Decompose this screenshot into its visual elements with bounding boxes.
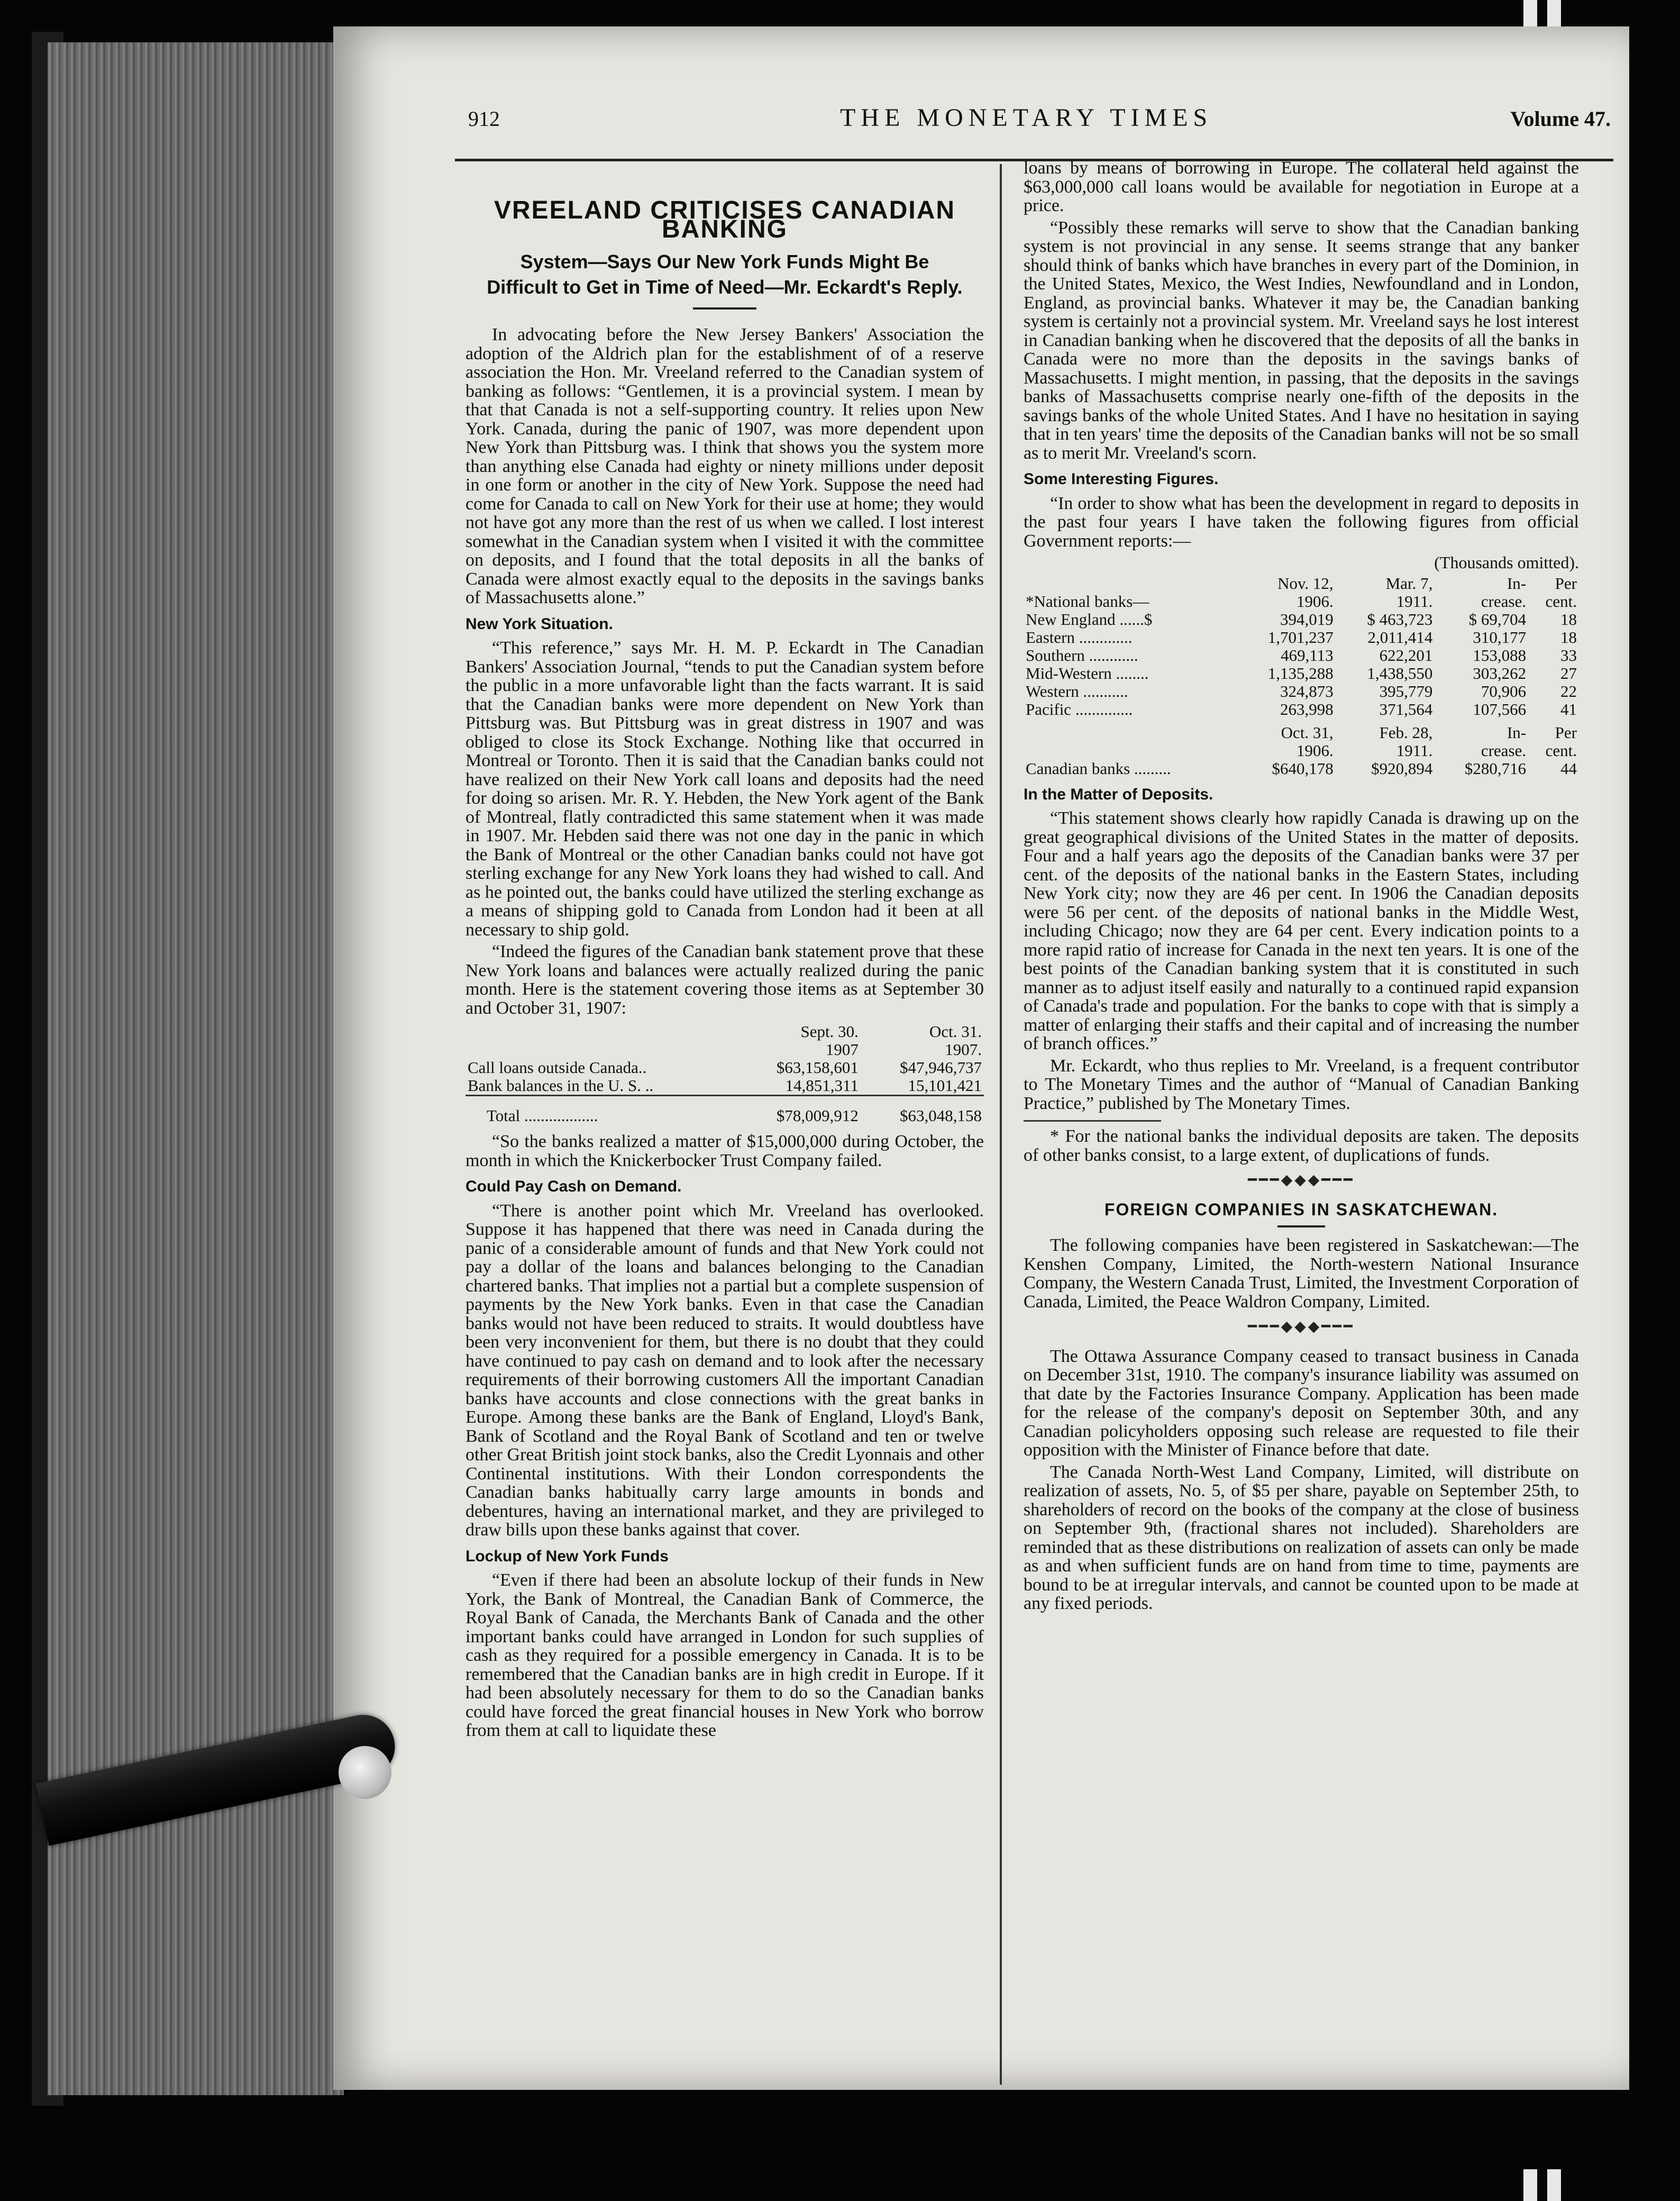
footnote: * For the national banks the individual deposits are taken. The deposits of other banks consist, to a large extent, of duplications of funds.	[1024, 1126, 1579, 1165]
table-row: Mid-Western ........ 1,135,288 1,438,550 303,262 27	[1026, 663, 1577, 683]
table-row: Bank balances in the U. S. .. 14,851,311 15,101,421	[468, 1076, 982, 1095]
journal-title: THE MONETARY TIMES	[840, 104, 1213, 132]
table-row: Pacific .............. 263,998 371,564 107,566 41	[1026, 699, 1577, 718]
paragraph: “Even if there had been an absolute lockup of their funds in New York, the Bank of Montreal, the Canadian Bank of Commerce, the Royal Bank of Canada, the Merchants Bank of Canada and the other important banks could have arranged in London for such supplies of cash as they required for a possible emergency in Canada. It is to be remembered that the Canadian banks are in high credit in Europe. If it had been absolutely necessary for them to do so the Canadian banks could have forced the great financial houses in New York who borrow from them at call to liquidate these	[465, 1570, 984, 1740]
paragraph: “Indeed the figures of the Canadian bank statement prove that these New York loans and balances were actually realized during the panic month. Here is the statement covering those items as at September 30 and October 31, 1907:	[465, 942, 984, 1018]
running-header	[468, 103, 1611, 140]
paragraph: “This statement shows clearly how rapidly Canada is drawing up on the great geographical divisions of the United States in the matter of deposits. Four and a half years ago the deposits of the Canadian banks were 37 per cent. of the deposits of the national banks in the Eastern States, including New York city; now they are 46 per cent. In 1906 the Canadian deposits were 56 per cent. of the deposits of national banks in the Middle West, including Chicago; now they are 64 per cent. Every indication points to a more rapid ratio of increase for Canada in the next ten years. It is one of the best points of the Canadian banking system that it is constituted in such manner as to adjust itself easily and naturally to a continued rapid expansion of Canada's trade and population. For the banks to cope with that is simply a matter of enlarging their staffs and their capital and of increasing the number of branch offices.”	[1024, 808, 1579, 1053]
pen-tip	[339, 1746, 391, 1799]
section-heading: Some Interesting Figures.	[1024, 470, 1219, 488]
table-col-head: Oct. 31.	[929, 1022, 982, 1041]
table-col-sub: 1907.	[945, 1040, 982, 1059]
journal-page	[333, 26, 1629, 2090]
table-row: Eastern ............. 1,701,237 2,011,414 310,177 18	[1026, 627, 1577, 647]
table-col-sub: 1907	[825, 1040, 859, 1059]
film-mark	[1547, 2169, 1561, 2201]
paragraph: “So the banks realized a matter of $15,000,000 during October, the month in which the Knickerbocker Trust Company failed.	[465, 1132, 984, 1170]
paragraph: The Canada North-West Land Company, Limited, will distribute on realization of assets, No. 5, of $5 per share, payable on September 25th, to shareholders of record on the books of the company at the close of business on September 9th, (fractional shares not included). Shareholders are reminded that as these distributions on realization of assets can only be made as and when sufficient funds are on hand from time to time, payments are bound to be at irregular intervals, and cannot be counted upon to be made at any fixed periods.	[1024, 1462, 1579, 1613]
table-header-row	[465, 1023, 984, 1041]
column-rule	[1000, 164, 1002, 2085]
table-rule	[465, 1096, 984, 1100]
table-col-head: Sept. 30.	[800, 1022, 859, 1041]
right-column	[1024, 159, 1579, 1616]
page-number: 912	[468, 107, 500, 131]
paragraph: “In order to show what has been the development in regard to deposits in the past four years I have taken the following figures from official Government reports:—	[1024, 493, 1579, 551]
table-note: (Thousands omitted).	[1434, 553, 1579, 572]
table-row: Canadian banks ......... $640,178 $920,894 $280,716 44	[1026, 759, 1577, 778]
left-column	[465, 196, 984, 1743]
paragraph: “Possibly these remarks will serve to show that the Canadian banking system is not provincial in any sense. It seems strange that any banker should think of banks which have branches in every part of the Dominion, in the United States, Mexico, the West Indies, Newfoundland and in London, England, as provincial banks. Whatever it may be, the Canadian banking system is certainly not a provincial system. Mr. Vreeland says he lost interest in Canadian banking when he discovered that the deposits of all the banks in Canada were no more than the deposits in the savings banks of Massachusetts. I might mention, in passing, that the deposits in the savings banks of Massachusetts comprise nearly one-fifth of the deposits in the savings banks of the whole United States. And I have no hesitation in saying that in ten years' time the deposits of the Canadian banks will not be so small as to merit Mr. Vreeland's scorn.	[1024, 217, 1579, 463]
film-mark	[1523, 2169, 1537, 2201]
section-heading: New York Situation.	[465, 615, 613, 633]
title-rule	[693, 307, 756, 310]
section-heading: Could Pay Cash on Demand.	[465, 1178, 682, 1195]
table-total-row: Total .................. $78,009,912 $63,048,158	[487, 1106, 982, 1125]
deposits-table	[1024, 575, 1579, 778]
table-row: New England ......$ 394,019 $ 463,723 $ 69,704 18	[1026, 610, 1577, 629]
section-heading: Lockup of New York Funds	[465, 1547, 669, 1565]
paragraph: Mr. Eckardt, who thus replies to Mr. Vreeland, is a frequent contributor to The Monetary Times and the author of “Manual of Canadian Banking Practice,” published by The Monetary Times.	[1024, 1056, 1579, 1113]
table-row: Southern ............ 469,113 622,201 153,088 33	[1026, 645, 1577, 665]
table-header-row: 1906. 1911. crease. cent.	[1296, 741, 1577, 760]
section-heading: In the Matter of Deposits.	[1024, 785, 1213, 803]
table-header-row	[465, 1041, 984, 1059]
call-loans-table	[465, 1023, 984, 1125]
article-subtitle: System—Says Our New York Funds Might Be Difficult to Get in Time of Need—Mr. Eckardt's Reply.	[487, 251, 963, 298]
article-title: VREELAND CRITICISES CANADIAN BANKING	[494, 196, 956, 243]
footnote-rule	[1024, 1120, 1161, 1122]
section-title: FOREIGN COMPANIES IN SASKATCHEWAN.	[1104, 1199, 1499, 1219]
paragraph: loans by means of borrowing in Europe. The collateral held against the $63,000,000 call loans would be available for negotiation in Europe at a price.	[1024, 158, 1579, 215]
table-header-row: Oct. 31, Feb. 28, In- Per	[1281, 723, 1577, 742]
table-row: Call loans outside Canada.. $63,158,601 $47,946,737	[468, 1058, 982, 1077]
table-header-row: Nov. 12, Mar. 7, In- Per	[1277, 574, 1577, 593]
ornament-divider: ━━━◆◆◆━━━	[1248, 1318, 1355, 1335]
paragraph: The following companies have been registered in Saskatchewan:—The Kenshen Company, Limited, the North-western National Insurance Company, the Western Canada Trust, Limited, the Investment Corporation of Canada, Limited, the Peace Waldron Company, Limited.	[1024, 1235, 1579, 1312]
paragraph: In advocating before the New Jersey Bankers' Association the adoption of the Aldrich plan for the establishment of of a reserve association the Hon. Mr. Vreeland referred to the Canadian system of banking as follows: “Gentlemen, it is a provincial system. I mean by that that Canada is not a self-supporting country. It relies upon New York. Canada, during the panic of 1907, was more dependent upon New York than Pittsburg was. I think that shows you the system more than anything else Canada had eighty or ninety millions under deposit in one form or another in the city of New York. Suppose the need had come for Canada to call on New York for their use at home; they would not have got any more than the rest of us when we called. I lost interest somewhat in the Canadian system when I visited it with the committee on deposits, and I found that the total deposits in all the banks of Canada were almost exactly equal to the deposits in the savings banks of Massachusetts alone.”	[465, 325, 984, 607]
paragraph: “This reference,” says Mr. H. M. P. Eckardt in The Canadian Bankers' Association Journal, “tends to put the Canadian system before the public in a more unfavorable light than the facts warrant. It is said that the Canadian banks were more dependent on New York than Pittsburg was. But Pittsburg was in great distress in 1907 and was obliged to close its Stock Exchange. Nothing like that occurred in Montreal or Toronto. Then it is said that the Canadian banks could not have realized on their New York call loans and deposits had the need for doing so arisen. Mr. R. Y. Hebden, the New York agent of the Bank of Montreal, flatly contradicted this same statement when it was made in 1907. Mr. Hebden said there was not one day in the panic in which the Bank of Montreal or the other Canadian banks could not have got sterling exchange for any New York loans they had wished to call. And as he pointed out, the banks could have utilized the sterling exchange as a means of shipping gold to Canada from London had it been at all necessary to ship gold.	[465, 638, 984, 940]
title-rule	[1277, 1225, 1325, 1227]
volume-label: Volume 47.	[1510, 107, 1611, 131]
table-row: Western ........... 324,873 395,779 70,906 22	[1026, 681, 1577, 701]
ornament-divider: ━━━◆◆◆━━━	[1248, 1172, 1355, 1188]
table-header-row: *National banks— 1906. 1911. crease. cent.	[1026, 592, 1577, 611]
paragraph: The Ottawa Assurance Company ceased to transact business in Canada on December 31st, 1910. The company's insurance liability was assumed on that date by the Factories Insurance Company. Application has been made for the release of the company's deposit on September 30th, and any Canadian policyholders opposing such release are requested to file their opposition with the Minister of Finance before that date.	[1024, 1346, 1579, 1460]
paragraph: “There is another point which Mr. Vreeland has overlooked. Suppose it has happened that there was need in Canada during the panic of a considerable amount of funds and that New York could not pay a dollar of the loans and balances belonging to the Canadian chartered banks. That implies not a partial but a complete suspension of payments by the New York banks. Even in that case the Canadian banks would not have been reduced to straits. It would doubtless have been very inconvenient for them, but there is no doubt that they could have continued to pay cash on demand and to look after the necessary requirements of their borrowing customers All the important Canadian banks have accounts and close connections with the great banks in Europe. Among these banks are the Bank of England, Lloyd's Bank, Bank of Scotland and the Royal Bank of Scotland and ten or twelve other Great British joint stock banks, also the Credit Lyonnais and other Continental institutions. With their London correspondents the Canadian banks habitually carry large amounts in bonds and debentures, having an international market, and they are privileged to draw bills upon these banks against that cover.	[465, 1200, 984, 1540]
